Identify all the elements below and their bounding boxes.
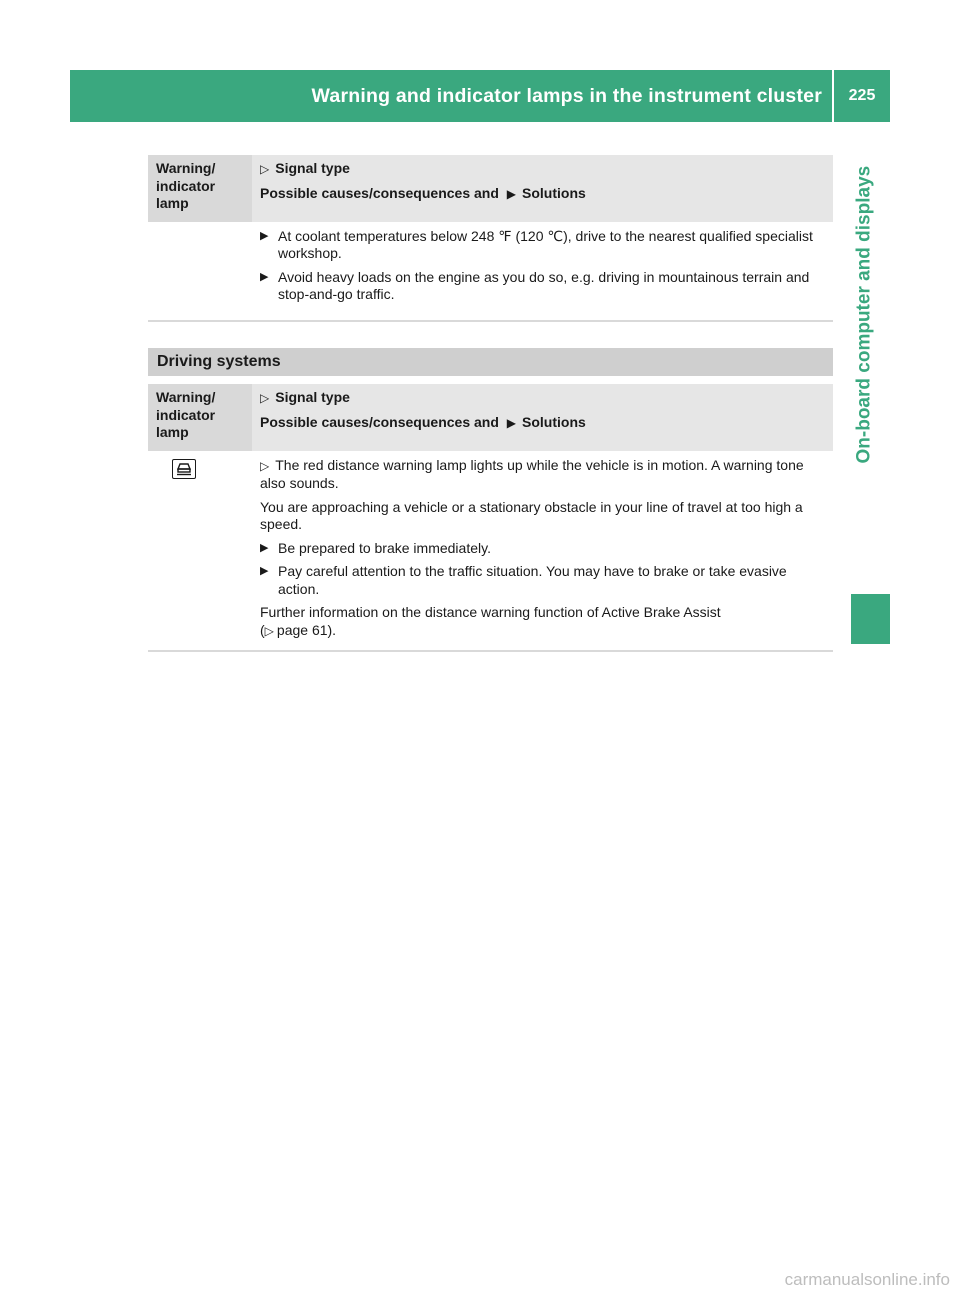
header-solutions: Solutions <box>522 413 586 430</box>
lamp-cell <box>148 222 252 321</box>
page-number: 225 <box>848 87 876 104</box>
header-title: Warning and indicator lamps in the instrument cluster <box>311 84 822 107</box>
watermark: carmanualsonline.info <box>784 1270 950 1289</box>
signal-text: The red distance warning lamp lights up while the vehicle is in motion. A warning tone also sounds. <box>260 456 804 491</box>
signal-glyph-icon: ▷ <box>260 391 270 405</box>
header-signal-column <box>252 155 833 222</box>
header-signal-type: Signal type <box>275 160 350 176</box>
signal-glyph-icon: ▷ <box>260 458 270 473</box>
header-signal-column <box>252 384 833 451</box>
header-signal-type: Signal type <box>275 389 350 405</box>
table-header-row <box>148 155 833 222</box>
page-ref-glyph-icon: ▷ <box>264 623 274 638</box>
table-row <box>148 451 833 652</box>
lamp-table-coolant <box>148 155 833 322</box>
lamp-cell <box>148 451 252 652</box>
header-signal-line <box>260 160 825 179</box>
header-causes: Possible causes/consequences and <box>260 413 499 430</box>
distance-warning-icon <box>172 459 196 479</box>
header-lamp-column <box>148 384 252 451</box>
signal-description <box>260 457 825 493</box>
further-info-text: Further information on the distance warning function of Active Brake Assist <box>260 604 721 620</box>
side-tab <box>839 122 890 592</box>
header-solutions: Solutions <box>522 184 586 201</box>
header-causes: Possible causes/consequences and <box>260 184 499 201</box>
side-tab-marker <box>851 594 890 644</box>
list-item: ▶ At coolant temperatures below 248 ℉ (120 ℃), drive to the nearest qualified specialist workshop. <box>260 228 825 263</box>
header-lamp-label: Warning/ indicator lamp <box>156 389 216 440</box>
header-lamp-column <box>148 155 252 222</box>
lamp-table-driving <box>148 384 833 652</box>
table-header-row <box>148 384 833 451</box>
table-row <box>148 222 833 321</box>
list-item: ▶ Pay careful attention to the traffic situation. You may have to brake or take evasive action. <box>260 563 825 598</box>
side-tab-label: On-board computer and displays <box>853 165 875 464</box>
further-info <box>260 604 825 640</box>
section-heading <box>148 348 833 376</box>
page-reference-link[interactable]: page 61). <box>276 621 337 638</box>
cause-text: You are approaching a vehicle or a stationary obstacle in your line of travel at too high a speed. <box>260 498 803 532</box>
solutions-glyph-icon: ▶ <box>506 186 517 201</box>
page-ref-open: ( <box>260 621 265 638</box>
solutions-glyph-icon: ▶ <box>506 415 517 430</box>
section-title: Driving systems <box>157 353 281 370</box>
header-signal-line <box>260 389 825 408</box>
page-header <box>70 70 890 122</box>
solution-cell <box>252 222 833 321</box>
signal-glyph-icon: ▷ <box>260 162 270 176</box>
list-item: ▶ Be prepared to brake immediately. <box>260 540 825 558</box>
header-lamp-label: Warning/ indicator lamp <box>156 160 216 211</box>
list-item: ▶ Avoid heavy loads on the engine as you do so, e.g. driving in mountainous terrain and stop-and-go traffic. <box>260 269 825 304</box>
solution-cell <box>252 451 833 652</box>
